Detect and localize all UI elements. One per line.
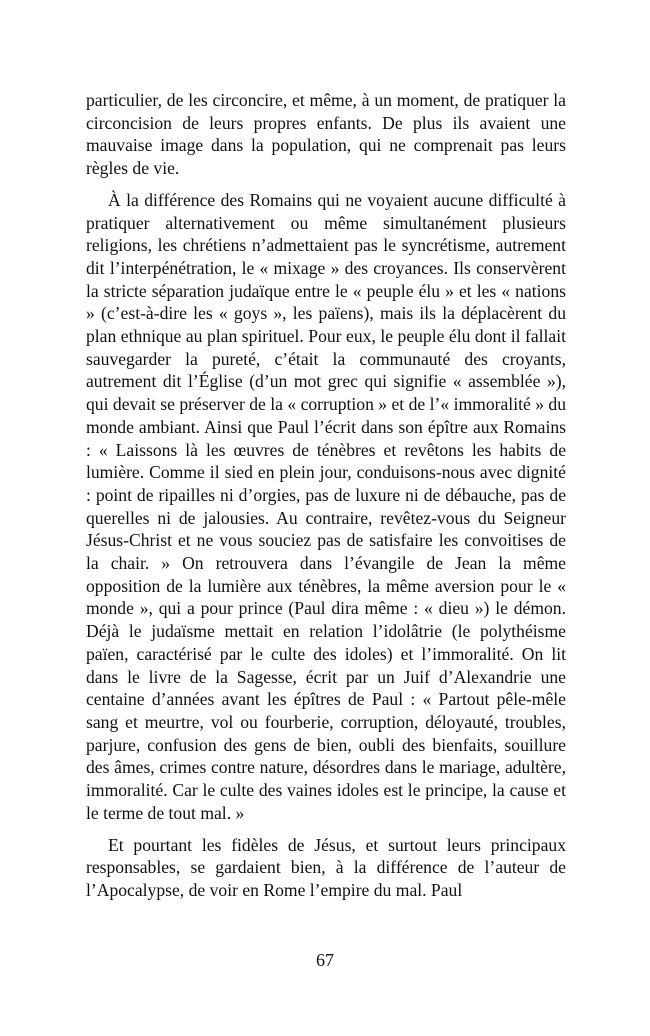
paragraph-apocalypse: Et pourtant les fidèles de Jésus, et surtout leurs principaux responsables, se gardaient bien, à la différence de l’auteur de l’Apocalypse, de voir en Rome l’empire du mal. Paul [86, 834, 566, 900]
paragraph-romains: À la différence des Romains qui ne voyaient aucune difficulté à pratiquer alternativement ou même simultanément plusieurs religions, les chrétiens n’admettaient pas le syncrétisme, autrement dit l’interpénétration, le « mixage » des croyances. Ils conservèrent la stricte séparation judaïque entre le « peuple élu » et les « nations » (c’est-à-dire les « goys », les païens), mais ils la déplacèrent du plan ethnique au plan spirituel. Pour eux, le peuple élu dont il fallait sauvegarder la pureté, c’était la communauté des croyants, autrement dit l’Église (d’un mot grec qui signifie « assemblée »), qui devait se préserver de la « corruption » et de l’« immoralité » du monde ambiant. Ainsi que Paul l’écrit dans son épître aux Romains : « Laissons là les œuvres de ténèbres et revêtons les habits de lumière. Comme il sied en plein jour, conduisons-nous avec dignité : point de ripailles ni d’orgies, pas de luxure ni de débauche, pas de querelles ni de jalousies. Au contraire, revêtez-vous du Seigneur Jésus-Christ et ne vous souciez pas de satisfaire les convoitises de la chair. » On retrouvera dans l’évangile de Jean la même opposition de la lumière aux ténèbres, la même aversion pour le « monde », qui a pour prince (Paul dira même : « dieu ») le démon. Déjà le judaïsme mettait en relation l’idolâtrie (le polythéisme païen, caractérisé par le culte des idoles) et l’immoralité. On lit dans le livre de la Sagesse, écrit par un Juif d’Alexandrie une centaine d’années avant les épîtres de Paul : « Partout pêle-mêle sang et meurtre, vol ou fourberie, corruption, déloyauté, troubles, parjure, confusion des gens de bien, oubli des bienfaits, souillure des âmes, crimes contre nature, désordres dans le mariage, adultère, immoralité. Car le culte des vaines idoles est le principe, la cause et le terme de tout mal. » [86, 189, 566, 823]
paragraph-continuation: particulier, de les circoncire, et même, à un moment, de pratiquer la circoncision de leurs propres enfants. De plus ils avaient une mauvaise image dans la population, qui ne comprenait pas leurs règles de vie. [86, 90, 566, 179]
page-number: 67 [316, 950, 334, 970]
page-body [86, 89, 566, 911]
